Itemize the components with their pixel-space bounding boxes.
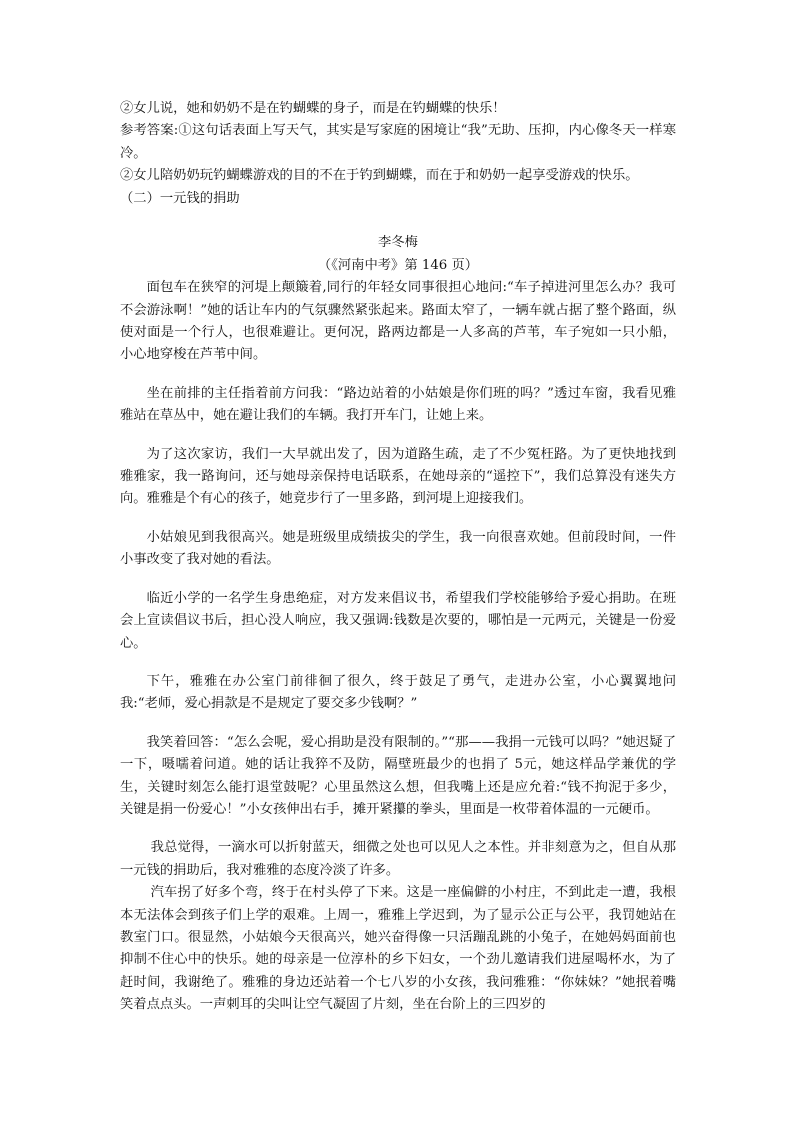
- paragraph-9: 汽车拐了好多个弯，终于在村头停了下来。这是一座偏僻的小村庄，不到此走一遭，我根本无法体会到孩子们上学的艰难。上周一，雅雅上学迟到，为了显示公正与公平，我罚她站在教室门口。很显然，小姑娘今天很高兴，她兴奋得像一只活蹦乱跳的小兔子，在她妈妈面前也抑制不住心中的快乐。她的母亲是一位淳朴的乡下妇女，一个劲儿邀请我们进屋喝杯水，为了赶时间，我谢绝了。雅雅的身边还站着一个七八岁的小女孩，我问雅雅：“你妹妹？”她抿着嘴笑着点点头。一声刺耳的尖叫让空气凝固了片刻，坐在台阶上的三四岁的: [120, 885, 676, 1013]
- paragraph-6: 下午，雅雅在办公室门前徘徊了很久，终于鼓足了勇气，走进办公室，小心翼翼地问我:“老师，爱心捐款是不是规定了要交多少钱啊？”: [120, 673, 676, 712]
- article-author: 李冬梅: [378, 235, 418, 251]
- spacer: [120, 210, 676, 232]
- spacer: [120, 655, 676, 671]
- paragraph-3: 为了这次家访，我们一大早就出发了，因为道路生疏，走了不少冤枉路。为了更快地找到雅雅家，我一路询问，还与她母亲保持电话联系，在她母亲的“遥控下”，我们总算没有迷失方向。雅雅是个有心的孩子，她竟步行了一里多路，到河堤上迎接我们。: [120, 446, 676, 507]
- reference-answer-1: 参考答案:①这句话表面上写天气，其实是写家庭的困境让“我”无助、压抑，内心像冬天一样寒冷。: [120, 123, 676, 161]
- prev-answer-line: ②女儿说，她和奶奶不是在钓蝴蝶的身子，而是在钓蝴蝶的快乐！: [120, 101, 506, 116]
- paragraph-1: 面包车在狭窄的河堤上颠簸着,同行的年轻女同事很担心地问:“车子掉进河里怎么办？我可不会游泳啊！”她的话让车内的气氛骤然紧张起来。路面太窄了，一辆车就占据了整个路面，纵使对面是一个行人，也很难避让。更何况，路两边都是一人多高的芦苇，车子宛如一只小船，小心地穿梭在芦苇中间。: [120, 280, 676, 363]
- spacer: [120, 428, 676, 444]
- reference-answer-2: ②女儿陪奶奶玩钓蝴蝶游戏的目的不在于钓到蝴蝶，而在于和奶奶一起享受游戏的快乐。: [120, 168, 639, 184]
- paragraph-7: 我笑着回答：“怎么会呢，爱心捐助是没有限制的。”“那——我捐一元钱可以吗？”她迟疑了一下，嗫嚅着问道。她的话让我猝不及防，隔壁班最少的也捐了 5元，她这样品学兼优的学生，关键时刻怎么能打退堂鼓呢？心里虽然这么想，但我嘴上还是应允着:“钱不拘泥于多少，关键是捐一份爱心！”小女孩伸出右手，摊开紧攥的拳头，里面是一枚带着体温的一元硬币。: [120, 734, 676, 817]
- paragraph-5: 临近小学的一名学生身患绝症，对方发来倡议书，希望我们学校能够给予爱心捐助。在班会上宣读倡议书后，担心没人响应，我又强调:钱数是次要的，哪怕是一元两元，关键是一份爱心。: [120, 590, 676, 651]
- spacer: [120, 511, 676, 527]
- section-title: （二）一元钱的捐助: [120, 190, 240, 206]
- paragraph-8: 我总觉得，一滴水可以折射蓝天，细微之处也可以见人之本性。并非刻意为之，但自从那一元钱的捐助后，我对雅雅的态度冷淡了许多。: [120, 840, 676, 878]
- article-source: （《河南中考》第 146 页）: [317, 257, 479, 273]
- spacer: [120, 367, 676, 383]
- spacer: [120, 821, 676, 837]
- spacer: [120, 572, 676, 588]
- paragraph-4: 小姑娘见到我很高兴。她是班级里成绩拔尖的学生，我一向很喜欢她。但前段时间，一件小事改变了我对她的看法。: [120, 529, 676, 568]
- paragraph-2: 坐在前排的主任指着前方问我：“路边站着的小姑娘是你们班的吗？”透过车窗，我看见雅雅站在草丛中，她在避让我们的车辆。我打开车门，让她上来。: [120, 385, 676, 424]
- spacer: [120, 716, 676, 732]
- document-page: [120, 98, 676, 1017]
